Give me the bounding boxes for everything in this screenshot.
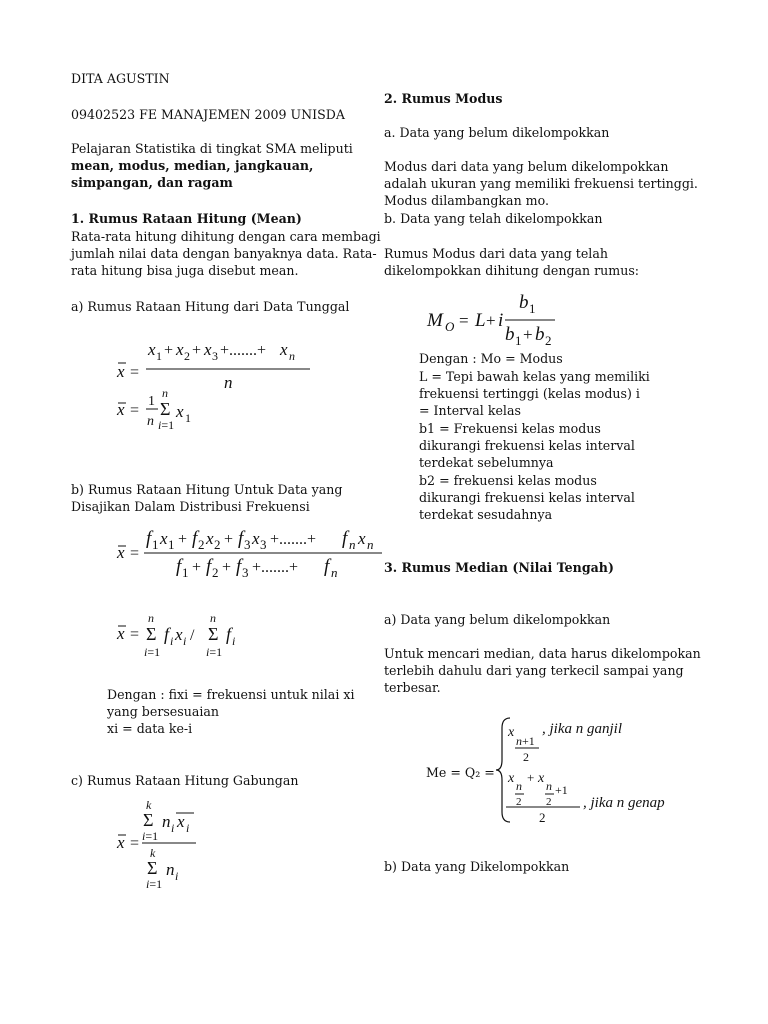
svg-text:1: 1 <box>148 394 155 409</box>
mean-frequency-label-line2: Disajikan Dalam Distribusi Frekuensi <box>71 499 310 514</box>
svg-text:f: f <box>226 624 232 644</box>
svg-text:+: + <box>527 770 535 785</box>
svg-text:1: 1 <box>515 333 522 348</box>
author-name: DITA AGUSTIN <box>71 71 170 86</box>
modus-ungrouped-label: a. Data yang belum dikelompokkan <box>384 125 610 140</box>
svg-text:1: 1 <box>168 537 175 552</box>
mean-single-formula-graphic <box>110 333 320 433</box>
svg-text:2: 2 <box>523 750 529 764</box>
svg-text:+.......+: +.......+ <box>220 342 267 359</box>
svg-text:x: x <box>177 812 185 831</box>
svg-text:M: M <box>427 310 443 331</box>
svg-text:+: + <box>192 342 202 359</box>
svg-text:x: x <box>538 771 545 786</box>
svg-text:2: 2 <box>184 349 190 363</box>
svg-text:n: n <box>162 386 168 400</box>
median-ungrouped-label: a) Data yang belum dikelompokkan <box>384 612 611 627</box>
median-grouped-label: b) Data yang Dikelompokkan <box>384 859 570 874</box>
mean-frequency-sum-formula <box>110 610 280 667</box>
svg-text:i: i <box>232 634 236 648</box>
modus-grouped-label: b. Data yang telah dikelompokkan <box>384 211 603 226</box>
mean-combined-label: c) Rumus Rataan Hitung Gabungan <box>71 773 299 788</box>
svg-text:Σ: Σ <box>208 624 219 644</box>
svg-text:1: 1 <box>156 349 162 363</box>
svg-text:+: + <box>224 531 234 548</box>
svg-text:x: x <box>358 529 366 548</box>
svg-text:3: 3 <box>244 537 251 552</box>
svg-text:2: 2 <box>212 565 219 580</box>
modus-def-b2: b2 = frekuensi kelas modus dikurangi frekuensi kelas interval terdekat sesudahnya <box>419 473 635 522</box>
svg-text:f: f <box>324 556 330 577</box>
svg-text:=: = <box>130 402 140 419</box>
svg-text:i: i <box>175 869 179 883</box>
svg-text:x: x <box>176 402 184 421</box>
svg-text:+1: +1 <box>555 783 568 797</box>
modus-formula <box>423 290 573 355</box>
svg-text:x: x <box>117 400 125 419</box>
svg-text:x: x <box>206 529 214 548</box>
svg-text:i: i <box>183 634 187 648</box>
svg-text:i=1: i=1 <box>158 418 175 432</box>
svg-text:+.......+: +.......+ <box>270 531 317 548</box>
student-id-line: 09402523 FE MANAJEMEN 2009 UNISDA <box>71 107 345 122</box>
median-heading: 3. Rumus Median (Nilai Tengah) <box>384 560 614 575</box>
modus-def-l: L = Tepi bawah kelas yang memiliki frekuensi tertinggi (kelas modus) i = Interval kelas <box>419 369 650 418</box>
svg-text:n: n <box>331 565 338 580</box>
svg-text:+: + <box>523 325 533 344</box>
modus-heading: 2. Rumus Modus <box>384 91 503 106</box>
svg-text:+: + <box>178 531 188 548</box>
svg-text:n: n <box>210 611 216 625</box>
modus-formula-graphic <box>423 290 573 350</box>
svg-text:x: x <box>508 771 515 786</box>
svg-text:x: x <box>117 833 125 852</box>
modus-def-mo: Dengan : Mo = Modus <box>419 351 563 366</box>
svg-text:L: L <box>475 310 486 331</box>
svg-text:n: n <box>148 611 154 625</box>
modus-grouped-description: Rumus Modus dari data yang telah dikelompokkan dihitung dengan rumus: <box>384 246 640 278</box>
svg-text:k: k <box>146 798 152 812</box>
svg-text:i: i <box>186 821 190 835</box>
svg-text:n: n <box>166 860 175 879</box>
frequency-definition: Dengan : fixi = frekuensi untuk nilai xi yang bersesuaian <box>107 687 355 719</box>
svg-text:n+1: n+1 <box>516 734 535 748</box>
svg-text:=: = <box>130 545 140 562</box>
mean-frequency-label-line1: b) Rumus Rataan Hitung Untuk Data yang <box>71 482 343 497</box>
svg-text:x: x <box>117 624 125 643</box>
svg-text:=: = <box>130 364 140 381</box>
mean-description: Rata-rata hitung dihitung dengan cara membagi jumlah nilai data dengan banyaknya data. Rata-rata hitung bisa juga disebut mean. <box>71 229 381 278</box>
mean-combined-formula-graphic <box>110 795 220 895</box>
svg-text:x: x <box>148 340 156 359</box>
svg-text:1: 1 <box>182 565 189 580</box>
svg-text:=: = <box>459 311 469 330</box>
svg-text:Σ: Σ <box>143 810 154 830</box>
svg-text:b: b <box>519 292 529 313</box>
svg-text:x: x <box>117 362 125 381</box>
svg-text:3: 3 <box>212 349 218 363</box>
svg-text:i=1: i=1 <box>142 829 159 843</box>
svg-text:n: n <box>224 373 233 392</box>
svg-text:2: 2 <box>516 796 522 808</box>
svg-text:x: x <box>117 543 125 562</box>
svg-text:f: f <box>342 528 348 549</box>
svg-text:k: k <box>150 846 156 860</box>
svg-text:f: f <box>236 556 242 577</box>
mean-heading: 1. Rumus Rataan Hitung (Mean) <box>71 211 302 226</box>
median-ungrouped-description: Untuk mencari median, data harus dikelompokan terlebih dahulu dari yang terkecil sampai yang terbesar. <box>384 646 701 695</box>
svg-text:O: O <box>445 319 455 334</box>
mean-combined-formula <box>110 795 220 900</box>
svg-text:i: i <box>170 634 174 648</box>
mean-single-data-label: a) Rumus Rataan Hitung dari Data Tunggal <box>71 299 350 314</box>
svg-text:n: n <box>289 349 295 363</box>
svg-text:Σ: Σ <box>146 624 157 644</box>
svg-text:3: 3 <box>260 537 267 552</box>
svg-text:i=1: i=1 <box>206 645 223 659</box>
svg-text:2: 2 <box>214 537 221 552</box>
svg-text:+.......+: +.......+ <box>252 559 299 576</box>
median-even-case: , jika n genap <box>583 795 665 811</box>
svg-text:x: x <box>252 529 260 548</box>
svg-text:n: n <box>162 812 171 831</box>
svg-text:3: 3 <box>242 565 249 580</box>
svg-text:f: f <box>146 528 152 549</box>
svg-text:i: i <box>171 821 175 835</box>
svg-text:+: + <box>222 559 232 576</box>
svg-text:n: n <box>349 537 356 552</box>
modus-ungrouped-description: Modus dari data yang belum dikelompokkan adalah ukuran yang memiliki frekuensi tertinggi. Modus dilambangkan mo. <box>384 159 698 208</box>
svg-text:x: x <box>176 340 184 359</box>
svg-text:1: 1 <box>529 301 536 316</box>
svg-text:n: n <box>546 779 552 793</box>
intro-text: Pelajaran Statistika di tingkat SMA meliputi <box>71 141 353 156</box>
intro-topics: mean, modus, median, jangkauan, simpangan, dan ragam <box>71 158 314 190</box>
svg-text:2: 2 <box>539 810 546 825</box>
svg-text:x: x <box>175 625 183 644</box>
svg-text:1: 1 <box>152 537 159 552</box>
svg-text:n: n <box>516 779 522 793</box>
svg-text:i: i <box>498 310 504 331</box>
svg-text:f: f <box>206 556 212 577</box>
svg-text:2: 2 <box>198 537 205 552</box>
svg-text:2: 2 <box>546 796 552 808</box>
median-formula-lhs: Me = Q₂ = <box>426 765 495 780</box>
svg-text:x: x <box>160 529 168 548</box>
svg-text:f: f <box>164 624 170 644</box>
svg-text:/: / <box>190 627 195 644</box>
svg-text:Σ: Σ <box>147 858 158 878</box>
svg-text:x: x <box>508 725 515 740</box>
mean-frequency-formula <box>110 522 390 592</box>
intro-paragraph <box>71 140 389 191</box>
modus-def-b1: b1 = Frekuensi kelas modus dikurangi frekuensi kelas interval terdekat sebelumnya <box>419 421 635 470</box>
svg-text:b: b <box>505 324 515 345</box>
svg-text:=: = <box>130 626 140 643</box>
svg-text:+: + <box>486 311 496 330</box>
svg-text:=: = <box>130 835 140 852</box>
svg-text:1: 1 <box>185 411 191 425</box>
svg-text:f: f <box>176 556 182 577</box>
svg-text:b: b <box>535 324 545 345</box>
svg-text:x: x <box>204 340 212 359</box>
xi-definition: xi = data ke-i <box>107 721 193 736</box>
svg-text:i=1: i=1 <box>144 645 161 659</box>
svg-text:+: + <box>164 342 174 359</box>
mean-frequency-formula-graphic <box>110 522 390 587</box>
svg-text:Σ: Σ <box>160 399 171 419</box>
svg-text:f: f <box>192 528 198 549</box>
svg-text:x: x <box>280 340 288 359</box>
mean-frequency-sum-formula-graphic <box>110 610 280 662</box>
svg-text:+: + <box>192 559 202 576</box>
svg-text:f: f <box>238 528 244 549</box>
svg-text:n: n <box>367 537 374 552</box>
mean-single-formula <box>110 333 320 438</box>
svg-text:n: n <box>147 414 154 429</box>
svg-text:i=1: i=1 <box>146 877 163 891</box>
median-odd-case: , jika n ganjil <box>542 721 622 737</box>
svg-text:2: 2 <box>545 333 552 348</box>
